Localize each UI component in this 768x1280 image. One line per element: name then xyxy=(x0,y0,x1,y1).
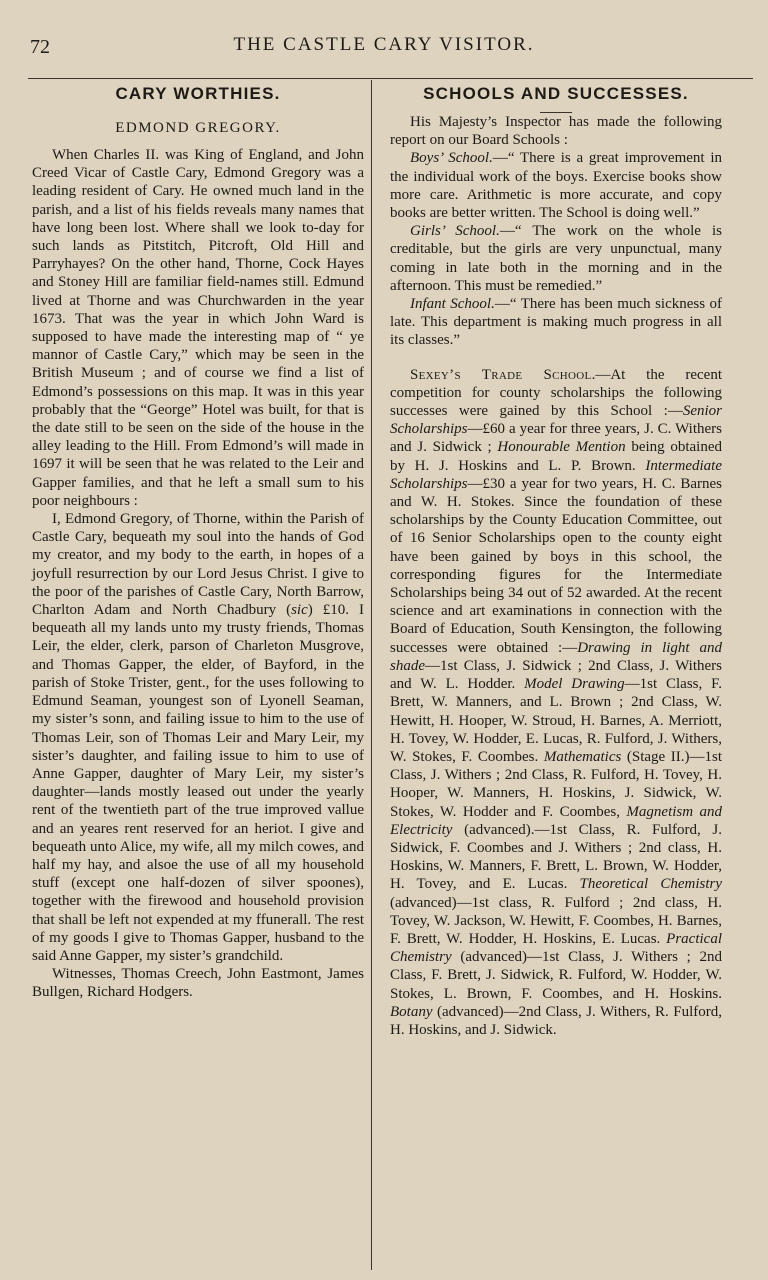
paragraph-infant xyxy=(390,295,722,350)
boys-label: Boys’ School. xyxy=(410,150,493,167)
sexey-text-k: (advanced)—2nd Class, J. Withers, R. Fulford, H. Hoskins, and J. Sidwick. xyxy=(390,1003,722,1038)
article-heading-cary-worthies: CARY WORTHIES. xyxy=(115,84,281,103)
mathematics-label: Mathematics xyxy=(543,748,622,765)
sexey-text-j: (advanced)—1st Class, J. Withers ; 2nd Class, F. Brett, J. Sidwick, R. Fulford, W. Hodder, W. Stokes, L. Brown, F. Coombes, and H. Hoskins. xyxy=(390,949,722,1002)
girls-text: —“ The work on the whole is creditable, but the girls are very unpunctual, many coming in late both in the morning and in the afternoon. This must be remedied.” xyxy=(390,223,722,294)
paragraph-will xyxy=(32,510,364,965)
sexey-text-h: (advanced).—1st Class, R. Fulford, J. Sidwick, F. Coombes and J. Withers ; 2nd class, H. Hoskins, W. Manners, F. Brett, L. Brown, W. Hodder, H. Tovey, and E. Lucas. xyxy=(390,821,722,893)
girls-label: Girls’ School. xyxy=(410,223,500,240)
will-text-a: I, Edmond Gregory, of Thorne, within the Parish of Castle Cary, bequeath my soul into the hands of God my creator, and my body to the earth, in hopes of a joyfull resurrection by our Lord Jesus Christ. I give to the poor of the parishes of Castle Cary, North Barrow, Charlton Adam and North Chadbury ( xyxy=(32,511,364,619)
senior-label: Senior Scholarships xyxy=(390,403,722,438)
article-heading-schools: SCHOOLS AND SUCCESSES. xyxy=(423,84,689,103)
chemistry-label: Theoretical Chemistry xyxy=(579,876,722,893)
page-number: 72 xyxy=(30,36,50,58)
sexey-text-f: —1st Class, F. Brett, W. Manners, and L. Brown ; 2nd Class, W. Hewitt, H. Hooper, W. Stroud, H. Barnes, A. Merriott, H. Tovey, W. Hodder, E. Lucas, R. Fulford, J. Withers, W. Stokes, F. Coombes. xyxy=(390,676,722,765)
sexey-school-name: Sexey’s Trade School xyxy=(410,366,592,383)
botany-label: Botany xyxy=(390,1003,433,1020)
model-drawing-label: Model Drawing xyxy=(524,676,625,693)
will-text-b: ) £10. I bequeath all my lands unto my trusty friends, Thomas Leir, the elder, clerk, parson of Charleton Musgrove, and Thomas Gapper, the elder, of Bayford, in the parish of Stoke Trister, gent., for the uses following to Edmund Seaman, youngest son of Lyonell Seaman, my sister’s sonn, and failing issue to him to the use of Thomas Leir, son of Thomas Leir and Mary Leir, my sister’s daughter, and failing issue to him to use of Anne Gapper, daughter of Mary Leir, my sister’s daughter—lands mostly leased out under the yearly rent of the twentieth part of the true improved vallue and an yeares rent reserved for an heriot. I give and bequeath unto Alice, my wife, all my milch cowes, and half my hay, and alsoe the use of all my household stuff (except one half-dozen of silver spoones), together with the firewood and household provision that shall be left not expended at my ffunerall. The rest of my goods I give to Thomas Gapper, husband to the said Anne Gapper, my sister’s grandchild. xyxy=(32,602,364,964)
paragraph-witnesses: Witnesses, Thomas Creech, John Eastmont, James Bullgen, Richard Hodgers. xyxy=(32,966,364,1001)
sexey-text-i: (advanced)—1st class, R. Fulford ; 2nd class, H. Tovey, W. Jackson, W. Hewitt, F. Coombes, H. Barnes, F. Brett, W. Hodder, H. Hoskins, E. Lucas. xyxy=(390,894,722,947)
sexey-text-c: being obtained by H. J. Hoskins and L. P. Brown. xyxy=(390,439,722,474)
left-column xyxy=(32,82,364,1002)
magnetism-label: Magnetism and Electricity xyxy=(390,803,722,838)
infant-text: —“ There has been much sickness of late. This department is making much progress in all its classes.” xyxy=(390,296,722,349)
running-title: THE CASTLE CARY VISITOR. xyxy=(233,34,535,55)
right-column xyxy=(390,82,722,1039)
drawing-label: Drawing in light and shade xyxy=(390,639,722,674)
sexey-text-g: (Stage II.)—1st Class, J. Withers ; 2nd Class, R. Fulford, H. Tovey, H. Hooper, W. Manners, H. Hoskins, J. Sidwick, W. Stokes, W. Hodder and F. Coombes, xyxy=(390,748,722,820)
intermediate-label: Intermediate Scholarships xyxy=(390,457,722,492)
paragraph-boys xyxy=(390,149,722,222)
sexey-text-a: .—At the recent competition for county scholarships the following successes were gained by this School :— xyxy=(390,366,722,420)
sexey-text-d: —£30 a year for two years, H. C. Barnes and W. H. Stokes. Since the foundation of these scholarships by the County Education Committee, out of 16 Senior Scholarships open to the county eight have been gained by boys in this school, the corresponding figures for the Intermediate Scholarships being 34 out of 52 awarded. At the recent science and art examinations in connection with the Board of Education, South Kensington, the following successes were obtained :— xyxy=(390,475,722,656)
page-header xyxy=(0,30,768,70)
will-sic: sic xyxy=(291,602,308,619)
paragraph-sexey xyxy=(390,366,722,1040)
article-subheading: EDMOND GREGORY. xyxy=(115,120,281,136)
paragraph-inspector: His Majesty’s Inspector has made the following report on our Board Schools : xyxy=(390,114,722,149)
paragraph-girls xyxy=(390,222,722,295)
column-divider xyxy=(371,80,372,1270)
infant-label: Infant School. xyxy=(410,296,495,313)
honourable-label: Honourable Mention xyxy=(497,439,626,456)
sexey-text-b: —£60 a year for three years, J. C. Withers and J. Sidwick ; xyxy=(390,421,722,456)
sexey-text-e: —1st Class, J. Sidwick ; 2nd Class, J. Withers and W. L. Hodder. xyxy=(390,657,722,693)
practical-chemistry-label: Practical Chemistry xyxy=(390,930,722,966)
paragraph-intro: When Charles II. was King of England, and John Creed Vicar of Castle Cary, Edmond Gregory was a leading resident of Cary. He owned much land in the parish, and a list of his fields reveals many names that have long been lost. Where shall we look to-day for such lands as Pitstitch, Pitcroft, Old Hill and Parryhayes? On the other hand, Thorne, Cock Hayes and Stoney Hill are familiar field-names still. Edmund lived at Thorne and was Churchwarden in the year 1673. That was the year in which John Ward is supposed to have made the interesting map of “ ye mannor of Castle Cary,” which may be seen in the British Museum ; and of course we find a list of Edmond’s possessions on this map. It was in this year probably that the “George” Hotel was built, for that is the date still to be seen on the side of the house in the alley leading to the Hill. From Edmond’s will made in 1697 it will be seen that he was related to the Leir and Gapper families, and that he left a small sum to his poor neighbours : xyxy=(32,147,364,509)
header-rule xyxy=(28,78,753,79)
boys-text: —“ There is a great improvement in the individual work of the boys. Exercise books show more care. Arithmetic is more accurate, and copy books are better written. The School is doing well.” xyxy=(390,150,722,222)
